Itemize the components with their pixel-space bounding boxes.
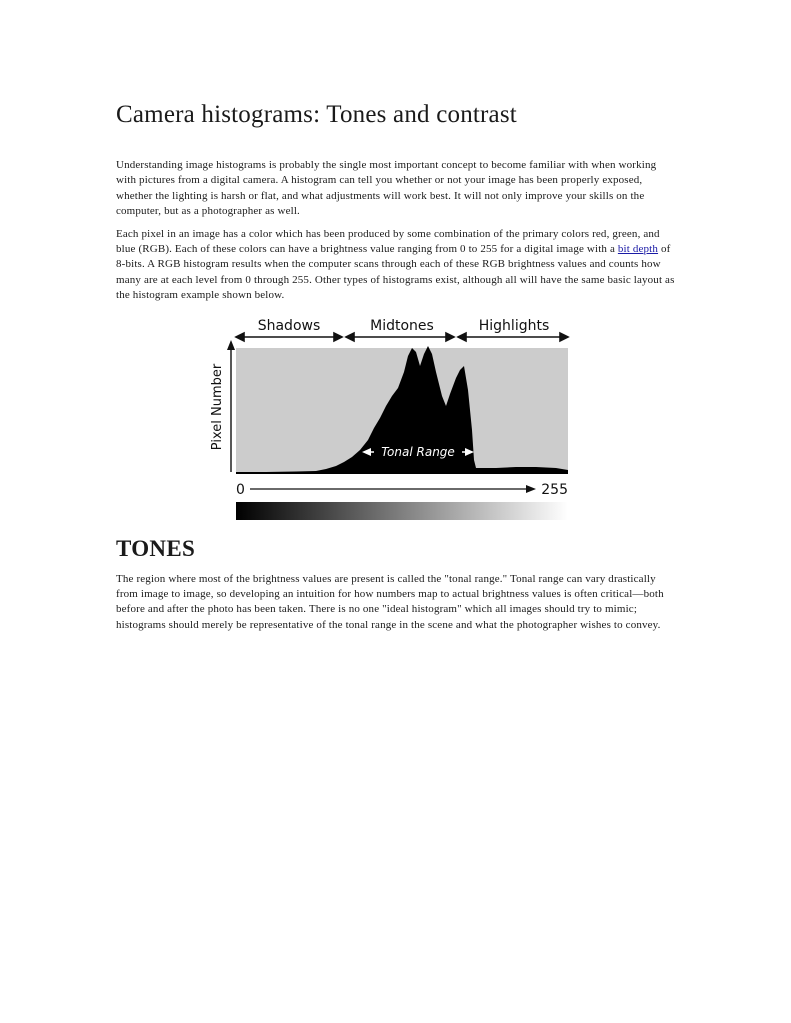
rgb-paragraph-text-start: Each pixel in an image has a color which has been produced by some combination of the primary colors red, green, and blue (RGB). Each of these colors can have a brightness value ranging from 0 to 255 for a digital image with a — [116, 227, 660, 256]
page-title: Camera histograms: Tones and contrast — [116, 101, 517, 128]
x-axis-min-label: 0 — [236, 481, 245, 498]
x-axis-arrowhead — [526, 485, 536, 493]
section-heading-tones: TONES — [116, 535, 196, 561]
tonal-range-label: Tonal Range — [381, 444, 455, 459]
rgb-paragraph-text-end: of 8-bits. A RGB histogram results when the computer scans through each of these RGB brightness values and counts how many are at each level from 0 through 255. Other types of histograms exist, although all will have the same basic layout as the histogram example shown below. — [116, 243, 675, 302]
histogram-figure — [116, 310, 676, 522]
bit-depth-link[interactable]: bit depth — [617, 243, 659, 256]
tones-paragraph: The region where most of the brightness values are present is called the "tonal range." Tonal range can vary drastically from image to image, so developing an intuition for how numbers map to actual brightness values is often critical—both before and after the photo has been taken. There is no one "ideal histogram" which all images should try to mimic; histograms should merely be representative of the tonal range in the scene and what the photographer wishes to convey. — [116, 572, 664, 631]
shadows-label: Shadows — [257, 317, 321, 334]
y-axis-label: Pixel Number — [210, 363, 225, 450]
region-arrows — [236, 333, 568, 341]
intro-paragraph: Understanding image histograms is probably the single most important concept to become familiar with when working with pictures from a digital camera. A histogram can tell you whether or not your image has been properly exposed, whether the lighting is harsh or flat, and what adjustments will work best. It will not only improve your skills on the computer, but as a photographer as well. — [116, 159, 657, 218]
histogram-diagram — [116, 310, 676, 522]
midtones-label: Midtones — [370, 317, 434, 334]
document-page — [116, 100, 676, 633]
y-axis-arrowhead — [227, 340, 235, 350]
highlights-label: Highlights — [478, 317, 550, 334]
rgb-paragraph — [116, 227, 676, 304]
brightness-gradient-bar — [236, 502, 568, 520]
x-axis-max-label: 255 — [541, 481, 568, 498]
